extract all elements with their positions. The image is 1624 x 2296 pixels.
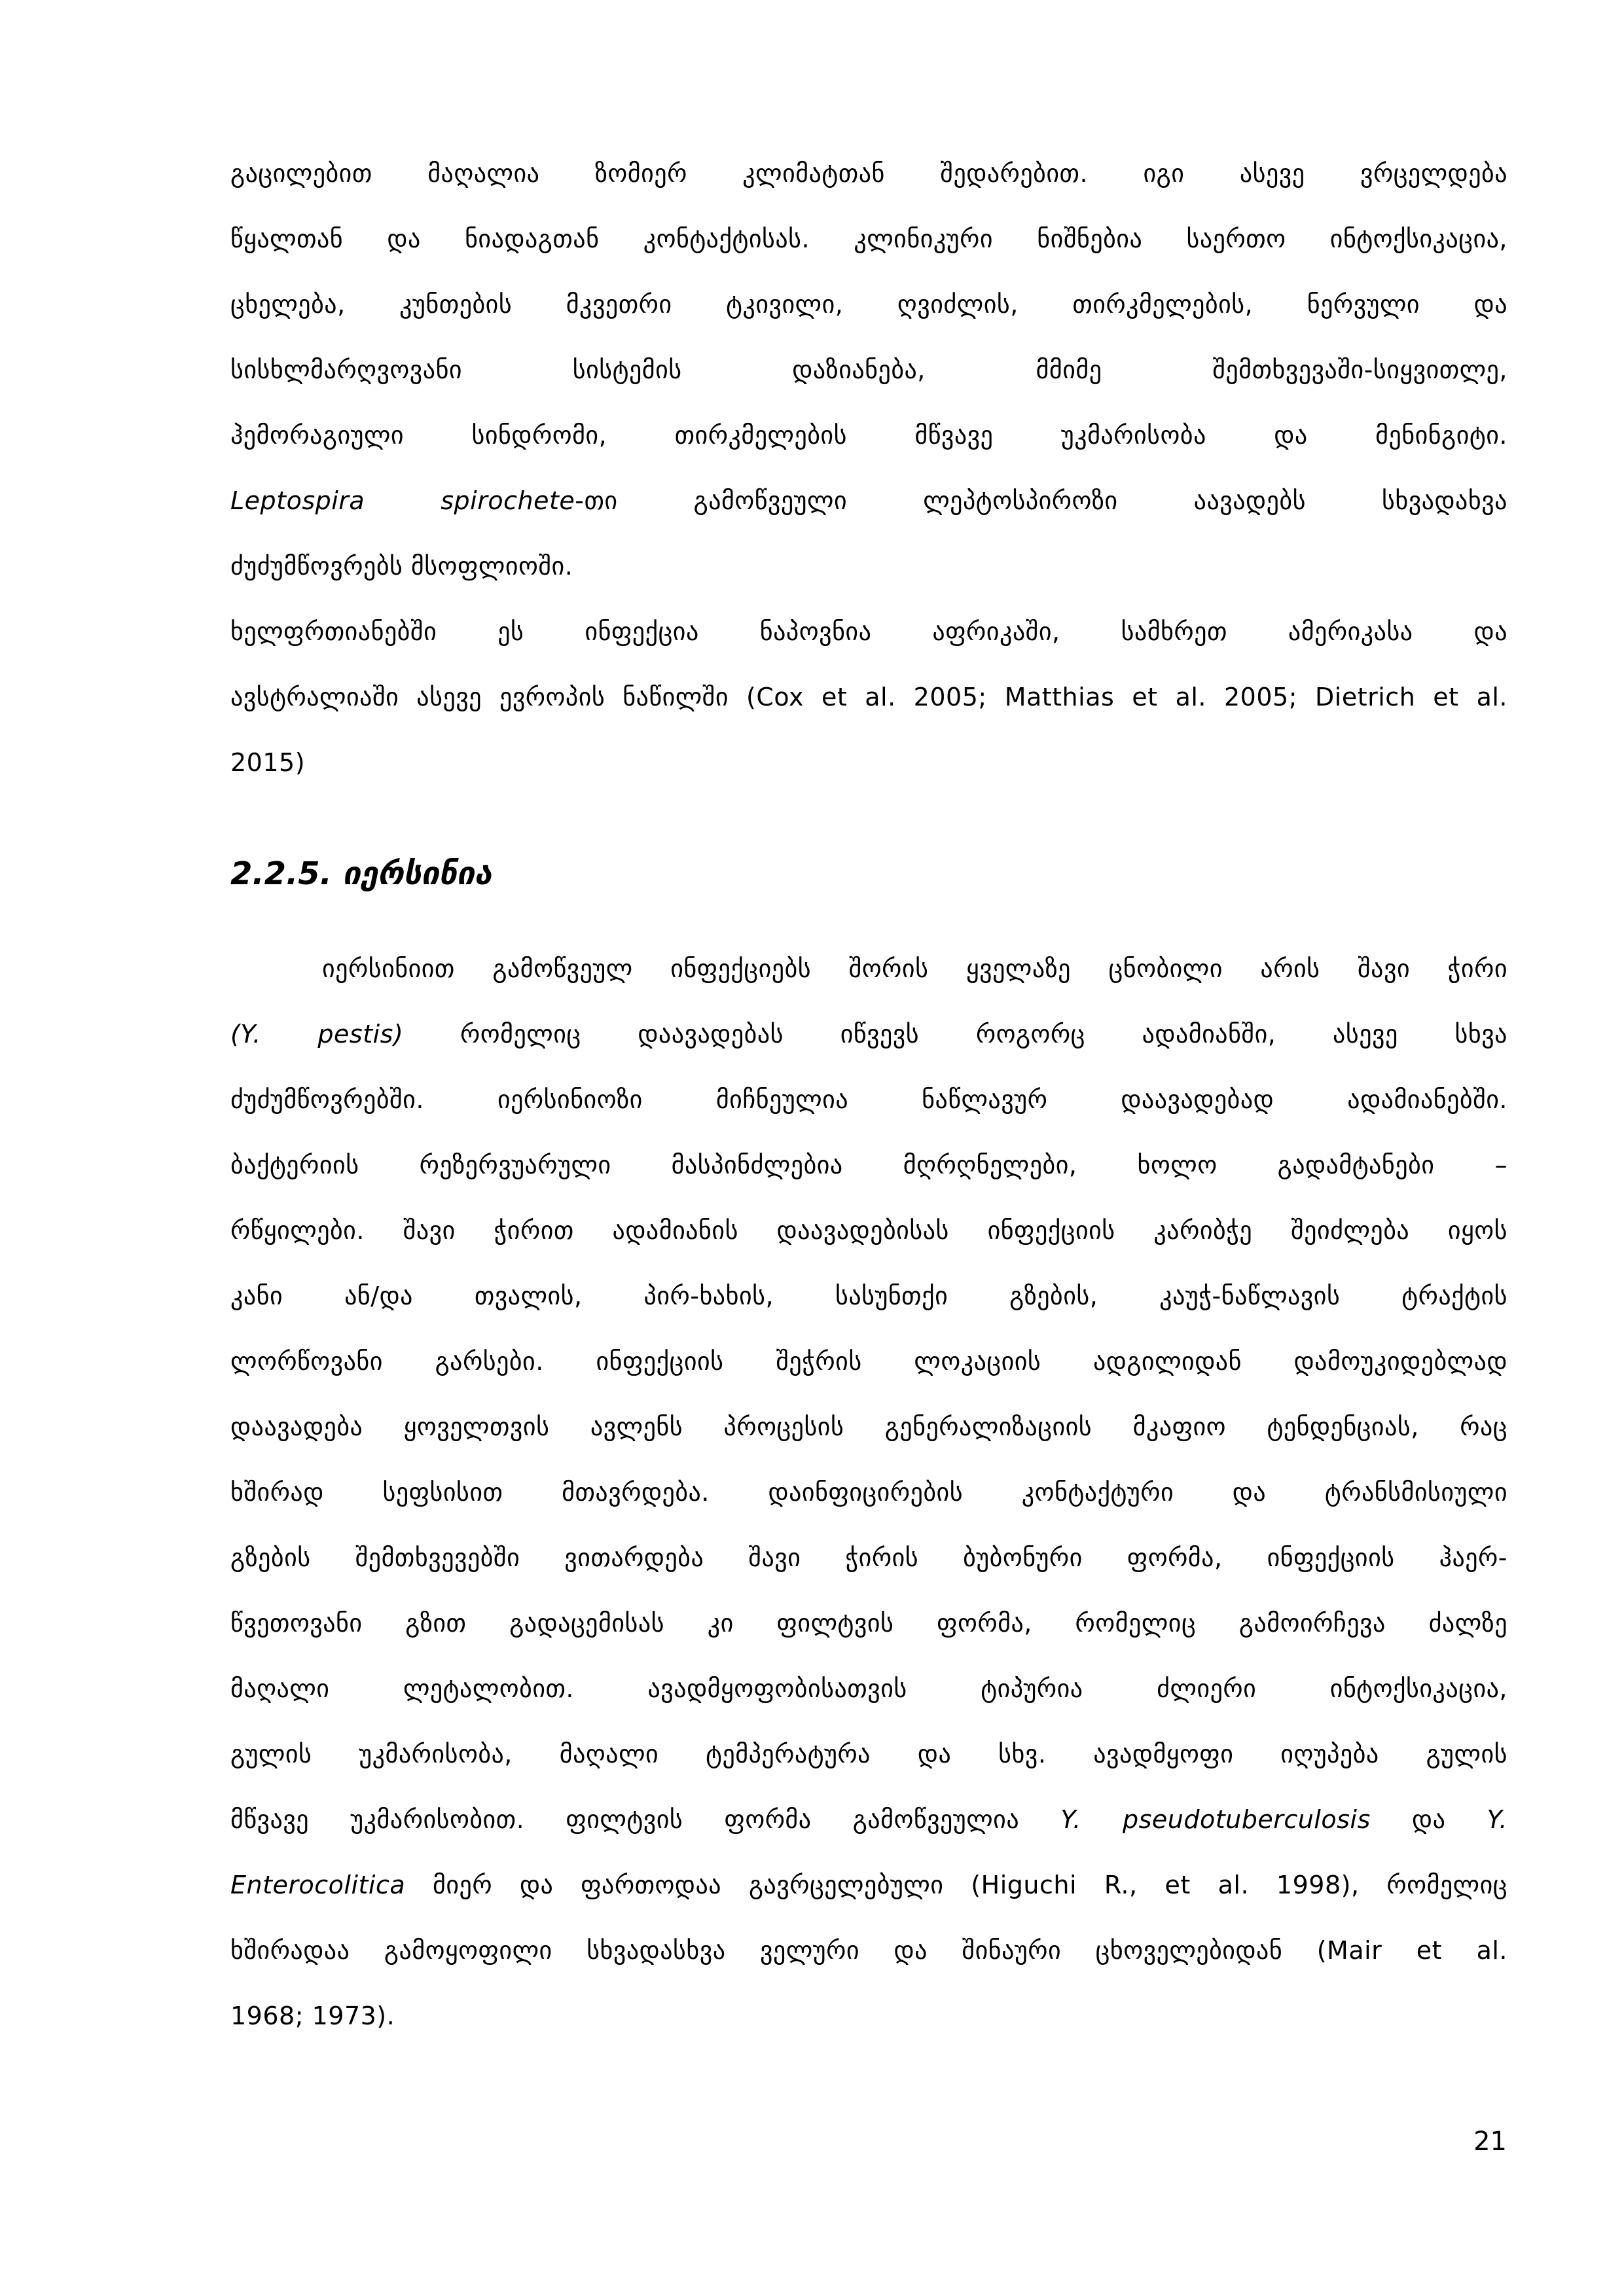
- text-line: [230, 936, 1507, 1001]
- text-line: [230, 1460, 1507, 1525]
- paragraph: [230, 936, 1507, 2049]
- text-segment: გაცილებით მაღალია ზომიერ კლიმატთან შედარებით. იგი ასევე ვრცელდება: [230, 159, 1507, 188]
- italic-text-segment: Leptospira spirochete: [230, 486, 575, 515]
- text-segment: მაღალი ლეტალობით. ავადმყოფობისათვის ტიპურია ძლიერი ინტოქსიკაცია,: [230, 1674, 1507, 1703]
- text-segment: წვეთოვანი გზით გადაცემისას კი ფილტვის ფორმა, რომელიც გამოირჩევა ძალზე: [230, 1609, 1507, 1638]
- paragraph: [230, 599, 1507, 795]
- text-segment: 1968; 1973).: [230, 2001, 395, 2030]
- text-line: [230, 1329, 1507, 1394]
- paragraph: [230, 141, 1507, 599]
- text-segment: დაავადება ყოველთვის ავლენს პროცესის გენერალიზაციის მკაფიო ტენდენციას, რაც: [230, 1412, 1507, 1441]
- text-segment: 2015): [230, 748, 306, 777]
- section-heading: 2.2.5. იერსინია: [230, 855, 492, 892]
- text-line: [230, 1525, 1507, 1590]
- text-line: [230, 1132, 1507, 1198]
- text-line: [230, 1721, 1507, 1787]
- text-segment: გულის უკმარისობა, მაღალი ტემპერატურა და სხვ. ავადმყოფი იღუპება გულის: [230, 1740, 1507, 1768]
- text-line: [230, 1918, 1507, 1983]
- text-segment: ლორწოვანი გარსები. ინფექციის შეჭრის ლოკაციის ადგილიდან დამოუკიდებლად: [230, 1347, 1507, 1376]
- italic-text-segment: Y.: [1487, 1805, 1507, 1834]
- text-line: [230, 272, 1507, 337]
- text-segment: -თი გამოწვეული ლეპტოსპიროზი აავადებს სხვადახვა: [575, 486, 1507, 515]
- italic-text-segment: (Y. pestis): [230, 1020, 404, 1049]
- text-segment: იერსინიით გამოწვეულ ინფექციებს შორის ყველაზე ცნობილი არის შავი ჭირი: [322, 954, 1507, 983]
- text-line: [230, 1852, 1507, 1918]
- text-line: [230, 1198, 1507, 1263]
- text-segment: რწყილები. შავი ჭირით ადამიანის დაავადებისას ინფექციის კარიბჭე შეიძლება იყოს: [230, 1216, 1507, 1245]
- text-segment: ავსტრალიაში ასევე ევროპის ნაწილში (Cox et al. 2005; Matthias et al. 2005; Dietrich et al.: [230, 683, 1507, 711]
- text-line: [230, 1067, 1507, 1132]
- text-segment: ხშირადაა გამოყოფილი სხვადასხვა ველური და შინაური ცხოველებიდან (Mair et al.: [230, 1936, 1507, 1965]
- text-line: [230, 141, 1507, 206]
- text-line: [230, 1263, 1507, 1329]
- text-segment: ჰემორაგიული სინდრომი, თირკმელების მწვავე უკმარისობა და მენინგიტი.: [230, 421, 1507, 450]
- page-number: 21: [1473, 2126, 1507, 2157]
- text-segment: სისხლმარღვოვანი სისტემის დაზიანება, მმიმე შემთხვევაში-სიყვითლე,: [230, 355, 1507, 384]
- text-segment: კანი ან/და თვალის, პირ-ხახის, სასუნთქი გზების, კაუჭ-ნაწლავის ტრაქტის: [230, 1282, 1507, 1310]
- text-line: [230, 1983, 1507, 2049]
- text-segment: მწვავე უკმარისობით. ფილტვის ფორმა გამოწვეულია: [230, 1805, 1061, 1834]
- text-line: [230, 1394, 1507, 1460]
- text-segment: ძუძუმწოვრებში. იერსინიოზი მიჩნეულია ნაწლავურ დაავადებად ადამიანებში.: [230, 1085, 1507, 1114]
- text-segment: წყალთან და ნიადაგთან კონტაქტისას. კლინიკური ნიშნებია საერთო ინტოქსიკაცია,: [230, 224, 1507, 253]
- italic-text-segment: Enterocolitica: [230, 1871, 406, 1899]
- text-line: [230, 730, 1507, 795]
- text-line: [230, 337, 1507, 403]
- text-line: [230, 1787, 1507, 1852]
- italic-text-segment: Y. pseudotuberculosis: [1060, 1805, 1371, 1834]
- text-segment: და: [1370, 1805, 1487, 1834]
- text-line: [230, 664, 1507, 730]
- text-line: [230, 403, 1507, 468]
- text-segment: ხშირად სეფსისით მთავრდება. დაინფიცირების კონტაქტური და ტრანსმისიული: [230, 1478, 1507, 1507]
- text-segment: ძუძუმწოვრებს მსოფლიოში.: [230, 552, 573, 581]
- text-line: [230, 1590, 1507, 1656]
- text-line: [230, 1656, 1507, 1721]
- text-segment: რომელიც დაავადებას იწვევს როგორც ადამიანში, ასევე სხვა: [403, 1020, 1507, 1049]
- text-line: [230, 599, 1507, 664]
- text-segment: მიერ და ფართოდაა გავრცელებული (Higuchi R., et al. 1998), რომელიც: [405, 1871, 1507, 1899]
- text-line: [230, 206, 1507, 272]
- text-line: [230, 1001, 1507, 1067]
- text-segment: ცხელება, კუნთების მკვეთრი ტკივილი, ღვიძლის, თირკმელების, ნერვული და: [230, 290, 1507, 319]
- text-line: [230, 533, 1507, 599]
- page-body: [230, 141, 1507, 2049]
- text-line: [230, 468, 1507, 533]
- text-segment: ბაქტერიის რეზერვუარული მასპინძლებია მღრღნელები, ხოლო გადამტანები –: [230, 1151, 1507, 1179]
- text-segment: გზების შემთხვევებში ვითარდება შავი ჭირის ბუბონური ფორმა, ინფექციის ჰაერ-: [230, 1543, 1507, 1572]
- text-segment: ხელფრთიანებში ეს ინფექცია ნაპოვნია აფრიკაში, სამხრეთ ამერიკასა და: [230, 617, 1507, 646]
